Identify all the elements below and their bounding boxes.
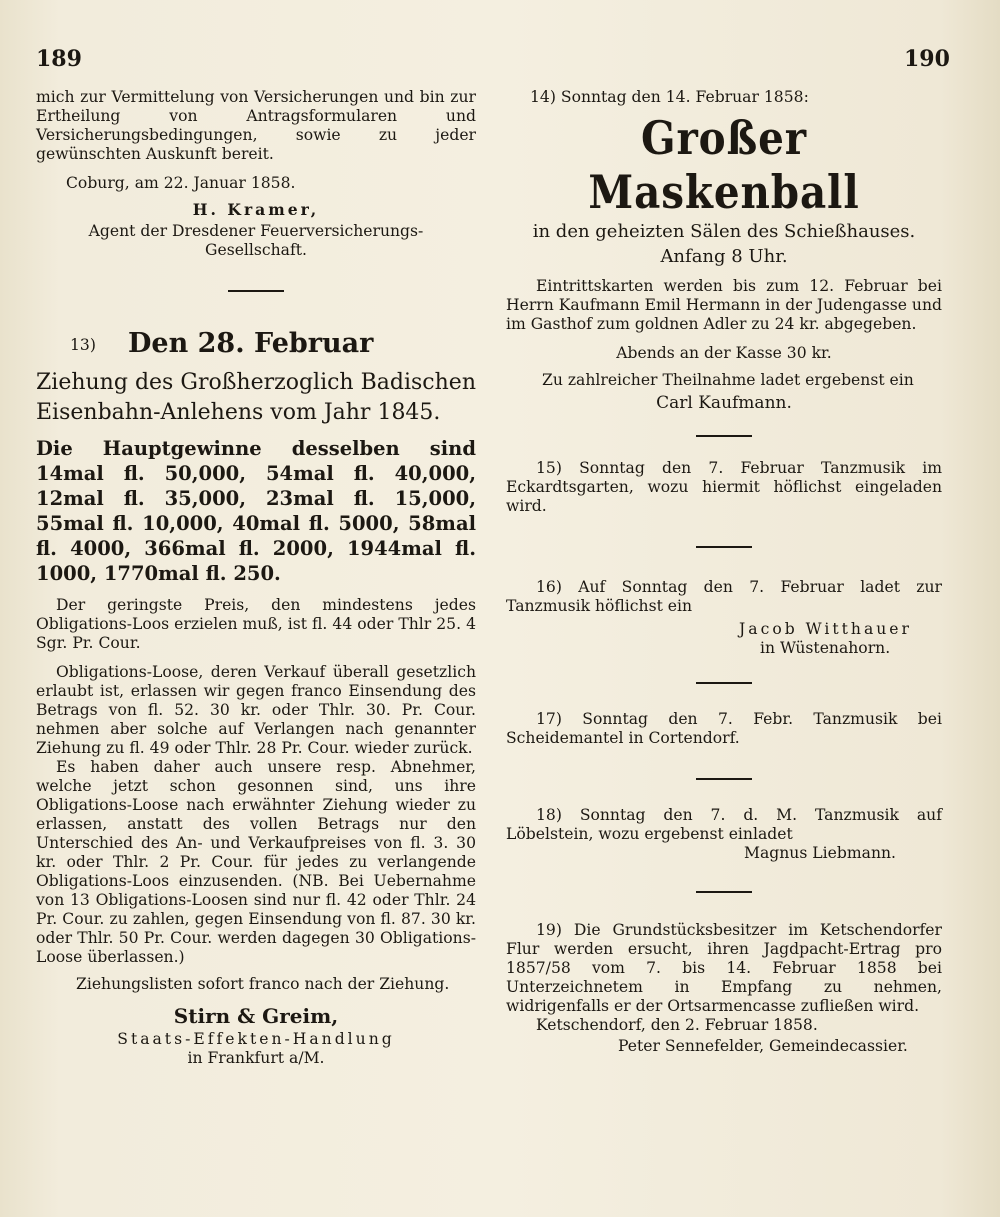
insurance-ad-name: H. Kramer, — [192, 200, 320, 219]
witthauer-ad-name: Jacob Witthauer — [739, 620, 912, 638]
lottery-ad-subtitle: Ziehung des Großherzoglich Badischen Eisenbahn-Anlehens vom Jahr 1845. — [36, 370, 476, 425]
insurance-ad-date: Coburg, am 22. Januar 1858. — [66, 174, 296, 192]
lottery-ad-lists-note: Ziehungslisten sofort franco nach der Ziehung. — [76, 975, 450, 993]
divider — [696, 546, 752, 548]
ketschendorf-notice-date: Ketschendorf, den 2. Februar 1858. — [536, 1016, 818, 1034]
divider — [696, 891, 752, 893]
divider — [696, 682, 752, 684]
maskenball-ad-venue: in den geheizten Sälen des Schießhauses. — [532, 221, 916, 242]
maskenball-ad-evening-price: Abends an der Kasse 30 kr. — [616, 344, 832, 362]
ketschendorf-notice: 19) Die Grundstücksbesitzer im Ketschendorfer Flur werden ersucht, ihren Jagdpacht-Ertrag pro 1857/58 vom 7. bis 14. Februar 1858 bei Unterzeichnetem in Empfang zu nehmen, widrigenfalls er der Ortsarmencasse zufließen wird. — [506, 921, 942, 1015]
lottery-headline-row — [36, 328, 476, 362]
maskenball-ad-heading: 14) Sonntag den 14. Februar 1858: — [530, 88, 809, 106]
lottery-ad-minimum-price: Der geringste Preis, den mindestens jedes Obligations-Loos erzielen muß, ist fl. 44 oder Thlr 25. 4 Sgr. Pr. Cour. — [36, 596, 476, 652]
maskenball-ad-tickets: Eintrittskarten werden bis zum 12. Februar bei Herrn Kaufmann Emil Hermann in der Judengasse und im Gasthof zum goldnen Adler zu 24 kr. abgegeben. — [506, 277, 942, 333]
lottery-ad-details: Es haben daher auch unsere resp. Abnehmer, welche jetzt schon gesonnen sind, uns ihre Obligations-Loose nach erwähnter Ziehung wieder zu erlassen, anstatt des vollen Betrags nur den Unterschied des An- und Verkaufpreises von fl. 3. 30 kr. oder Thlr. 2 Pr. Cour. für jedes zu verlangende Obligations-Loos einzusenden. (NB. Bei Uebernahme von 13 Obligations-Loosen sind nur fl. 42 oder Thlr. 24 Pr. Cour. zu zahlen, gegen Einsendung von fl. 87. 30 kr. oder Thlr. 50 Pr. Cour. werden dagegen 30 Obligations-Loose überlassen.) — [36, 758, 476, 966]
witthauer-ad-place: in Wüstenahorn. — [760, 639, 891, 657]
lottery-ad-headline: Den 28. Februar — [128, 328, 374, 359]
lottery-ad-prizes: Die Hauptgewinne desselben sind 14mal fl. 50,000, 54mal fl. 40,000, 12mal fl. 35,000, 23mal fl. 15,000, 55mal fl. 10,000, 40mal fl. 5000, 58mal fl. 4000, 366mal fl. 2000, 1944mal fl. 1000, 1770mal fl. 250. — [36, 437, 476, 585]
maskenball-ad-title: Großer Maskenball — [588, 111, 860, 219]
lottery-ad-number: 13) — [70, 336, 96, 354]
lottery-ad-firm-description: Staats-Effekten-Handlung — [117, 1030, 395, 1048]
lottery-ad-city: in Frankfurt a/M. — [187, 1049, 325, 1067]
insurance-ad-text: mich zur Vermittelung von Versicherungen und bin zur Ertheilung von Antragsformularen und Versicherungsbedingungen, sowie zu jeder gewünschten Auskunft bereit. — [36, 88, 476, 163]
loebelstein-ad-signature: Magnus Liebmann. — [744, 844, 896, 862]
maskenball-ad-signature: Carl Kaufmann. — [656, 393, 792, 413]
lottery-ad-offer: Obligations-Loose, deren Verkauf überall gesetzlich erlaubt ist, erlassen wir gegen franco Einsendung des Betrags von fl. 52. 30 kr. oder Thlr. 30. Pr. Cour. nehmen aber solche auf Verlangen nach genannter Ziehung zu fl. 49 oder Thlr. 28 Pr. Cour. wieder zurück. — [36, 663, 476, 757]
divider — [696, 778, 752, 780]
maskenball-ad-start-time: Anfang 8 Uhr. — [660, 246, 788, 267]
loebelstein-ad: 18) Sonntag den 7. d. M. Tanzmusik auf Löbelstein, wozu ergebenst einladet — [506, 806, 942, 843]
divider — [228, 290, 284, 292]
right-column — [506, 88, 942, 1056]
divider — [696, 435, 752, 437]
scheidemantel-ad: 17) Sonntag den 7. Febr. Tanzmusik bei Scheidemantel in Cortendorf. — [506, 710, 942, 747]
left-column — [36, 88, 476, 1068]
witthauer-ad: 16) Auf Sonntag den 7. Februar ladet zur Tanzmusik höflichst ein — [506, 578, 942, 615]
eckardtsgarten-ad: 15) Sonntag den 7. Februar Tanzmusik im Eckardtsgarten, wozu hiermit höflichst eingeladen wird. — [506, 459, 942, 515]
page-number-right: 190 — [904, 46, 950, 72]
ketschendorf-notice-signature: Peter Sennefelder, Gemeindecassier. — [618, 1037, 908, 1055]
maskenball-ad-invitation: Zu zahlreicher Theilnahme ladet ergebenst ein — [542, 371, 914, 389]
insurance-ad-role: Agent der Dresdener Feuerversicherungs-Gesellschaft. — [88, 222, 424, 259]
page-number-left: 189 — [36, 46, 82, 72]
lottery-ad-firm: Stirn & Greim, — [173, 1004, 339, 1028]
